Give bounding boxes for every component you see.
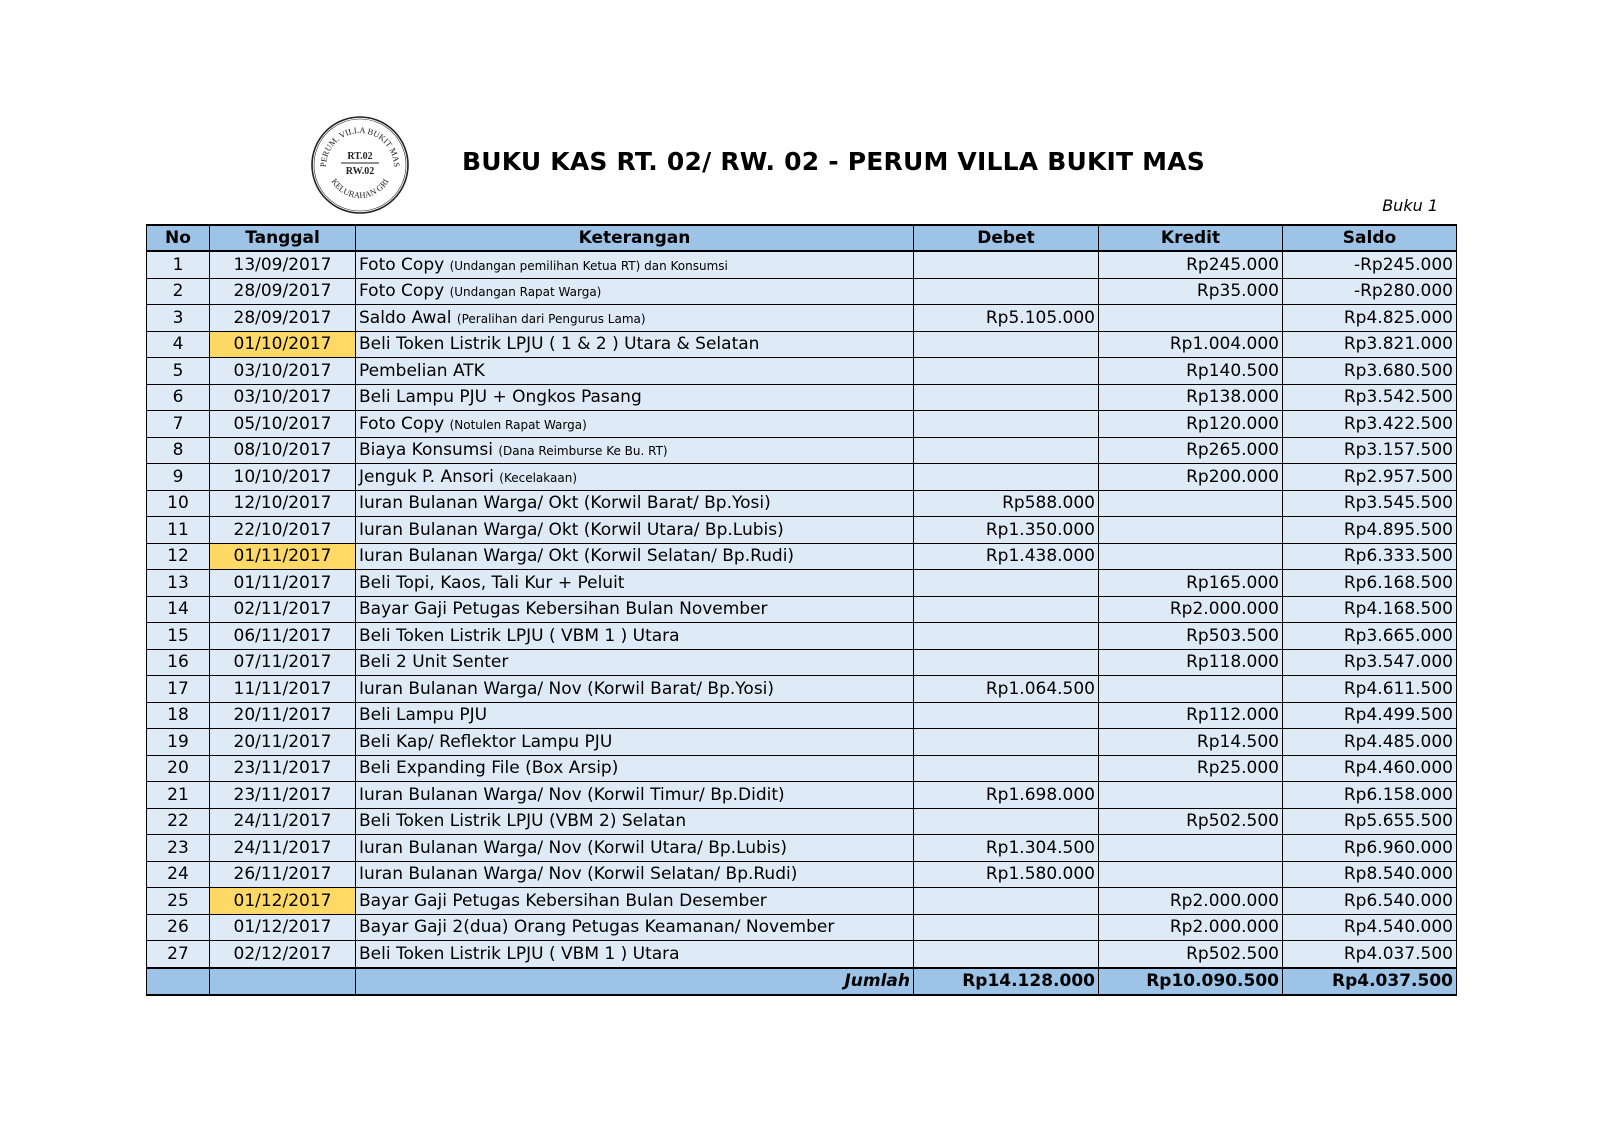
row-kredit: Rp35.000 bbox=[1099, 278, 1283, 305]
row-debet bbox=[914, 729, 1099, 756]
row-number: 13 bbox=[147, 570, 210, 597]
cash-ledger-table bbox=[146, 224, 1457, 996]
row-date: 01/11/2017 bbox=[210, 570, 356, 597]
row-description-text: Iuran Bulanan Warga/ Okt (Korwil Selatan/ Bp.Rudi) bbox=[359, 546, 795, 567]
row-kredit: Rp14.500 bbox=[1099, 729, 1283, 756]
row-saldo: Rp3.542.500 bbox=[1283, 384, 1457, 411]
row-kredit bbox=[1099, 782, 1283, 809]
table-row bbox=[147, 861, 1457, 888]
row-date: 01/12/2017 bbox=[210, 914, 356, 941]
row-date: 02/12/2017 bbox=[210, 941, 356, 968]
row-debet bbox=[914, 755, 1099, 782]
row-kredit bbox=[1099, 305, 1283, 332]
row-number: 27 bbox=[147, 941, 210, 968]
row-debet bbox=[914, 596, 1099, 623]
row-debet bbox=[914, 914, 1099, 941]
row-number: 19 bbox=[147, 729, 210, 756]
stamp-center-rw: RW.02 bbox=[345, 166, 375, 177]
row-date: 13/09/2017 bbox=[210, 251, 356, 278]
row-description-note: (Notulen Rapat Warga) bbox=[449, 417, 587, 432]
table-row bbox=[147, 331, 1457, 358]
row-date: 24/11/2017 bbox=[210, 808, 356, 835]
row-number: 20 bbox=[147, 755, 210, 782]
row-description bbox=[356, 517, 914, 544]
row-kredit: Rp503.500 bbox=[1099, 623, 1283, 650]
row-saldo: Rp3.680.500 bbox=[1283, 358, 1457, 385]
row-saldo: Rp3.545.500 bbox=[1283, 490, 1457, 517]
stamp-ring-bottom: KELURAHAN GRI bbox=[329, 176, 391, 201]
row-description bbox=[356, 331, 914, 358]
row-description-text: Saldo Awal bbox=[359, 307, 452, 328]
row-number: 8 bbox=[147, 437, 210, 464]
table-row bbox=[147, 702, 1457, 729]
row-description bbox=[356, 251, 914, 278]
row-number: 5 bbox=[147, 358, 210, 385]
row-saldo: Rp6.158.000 bbox=[1283, 782, 1457, 809]
row-saldo: Rp4.825.000 bbox=[1283, 305, 1457, 332]
row-kredit: Rp2.000.000 bbox=[1099, 914, 1283, 941]
row-kredit: Rp2.000.000 bbox=[1099, 888, 1283, 915]
table-header-row bbox=[147, 225, 1457, 251]
row-description bbox=[356, 782, 914, 809]
row-number: 6 bbox=[147, 384, 210, 411]
row-description bbox=[356, 411, 914, 438]
row-kredit: Rp2.000.000 bbox=[1099, 596, 1283, 623]
row-number: 23 bbox=[147, 835, 210, 862]
row-date: 01/11/2017 bbox=[210, 543, 356, 570]
row-kredit: Rp502.500 bbox=[1099, 941, 1283, 968]
row-saldo: Rp3.821.000 bbox=[1283, 331, 1457, 358]
row-description-note: (Kecelakaan) bbox=[499, 470, 578, 485]
row-number: 14 bbox=[147, 596, 210, 623]
row-date: 05/10/2017 bbox=[210, 411, 356, 438]
row-date: 20/11/2017 bbox=[210, 702, 356, 729]
row-number: 4 bbox=[147, 331, 210, 358]
row-description bbox=[356, 676, 914, 703]
row-description bbox=[356, 649, 914, 676]
table-row bbox=[147, 543, 1457, 570]
row-description bbox=[356, 888, 914, 915]
row-description-text: Iuran Bulanan Warga/ Okt (Korwil Barat/ Bp.Yosi) bbox=[359, 493, 771, 514]
row-description-text: Pembelian ATK bbox=[359, 360, 485, 381]
row-date: 11/11/2017 bbox=[210, 676, 356, 703]
row-saldo: Rp3.157.500 bbox=[1283, 437, 1457, 464]
row-date: 20/11/2017 bbox=[210, 729, 356, 756]
row-saldo: Rp4.037.500 bbox=[1283, 941, 1457, 968]
table-row bbox=[147, 888, 1457, 915]
row-saldo: Rp4.611.500 bbox=[1283, 676, 1457, 703]
row-description bbox=[356, 729, 914, 756]
row-number: 1 bbox=[147, 251, 210, 278]
row-number: 22 bbox=[147, 808, 210, 835]
row-description-text: Beli Topi, Kaos, Tali Kur + Peluit bbox=[359, 572, 625, 593]
table-row bbox=[147, 411, 1457, 438]
row-description-text: Iuran Bulanan Warga/ Nov (Korwil Barat/ Bp.Yosi) bbox=[359, 678, 775, 699]
row-date: 22/10/2017 bbox=[210, 517, 356, 544]
row-description bbox=[356, 623, 914, 650]
row-description bbox=[356, 384, 914, 411]
row-debet bbox=[914, 570, 1099, 597]
row-saldo: Rp4.460.000 bbox=[1283, 755, 1457, 782]
row-description bbox=[356, 808, 914, 835]
row-date: 23/11/2017 bbox=[210, 755, 356, 782]
row-description-text: Beli Token Listrik LPJU (VBM 2) Selatan bbox=[359, 811, 687, 832]
table-row bbox=[147, 596, 1457, 623]
row-debet bbox=[914, 278, 1099, 305]
row-saldo: Rp3.547.000 bbox=[1283, 649, 1457, 676]
row-description-text: Beli Expanding File (Box Arsip) bbox=[359, 758, 619, 779]
row-number: 2 bbox=[147, 278, 210, 305]
row-saldo: Rp3.665.000 bbox=[1283, 623, 1457, 650]
row-description-text: Foto Copy bbox=[359, 413, 445, 434]
row-description bbox=[356, 490, 914, 517]
row-description-text: Beli Kap/ Reflektor Lampu PJU bbox=[359, 731, 613, 752]
row-debet bbox=[914, 941, 1099, 968]
table-row bbox=[147, 782, 1457, 809]
col-header-no: No bbox=[147, 225, 210, 251]
table-row bbox=[147, 305, 1457, 332]
row-debet bbox=[914, 358, 1099, 385]
row-date: 02/11/2017 bbox=[210, 596, 356, 623]
row-number: 11 bbox=[147, 517, 210, 544]
ledger-body bbox=[147, 251, 1457, 968]
row-description bbox=[356, 358, 914, 385]
row-saldo: -Rp280.000 bbox=[1283, 278, 1457, 305]
row-debet bbox=[914, 808, 1099, 835]
row-description-text: Beli 2 Unit Senter bbox=[359, 652, 509, 673]
table-row bbox=[147, 914, 1457, 941]
row-kredit: Rp1.004.000 bbox=[1099, 331, 1283, 358]
row-saldo: Rp4.895.500 bbox=[1283, 517, 1457, 544]
row-kredit: Rp118.000 bbox=[1099, 649, 1283, 676]
row-debet bbox=[914, 251, 1099, 278]
table-row bbox=[147, 437, 1457, 464]
row-description bbox=[356, 570, 914, 597]
row-number: 10 bbox=[147, 490, 210, 517]
col-header-keterangan: Keterangan bbox=[356, 225, 914, 251]
row-description bbox=[356, 755, 914, 782]
row-date: 08/10/2017 bbox=[210, 437, 356, 464]
table-row bbox=[147, 384, 1457, 411]
row-date: 07/11/2017 bbox=[210, 649, 356, 676]
col-header-tanggal: Tanggal bbox=[210, 225, 356, 251]
row-kredit: Rp140.500 bbox=[1099, 358, 1283, 385]
row-debet: Rp1.438.000 bbox=[914, 543, 1099, 570]
row-description bbox=[356, 914, 914, 941]
row-description-text: Iuran Bulanan Warga/ Nov (Korwil Utara/ Bp.Lubis) bbox=[359, 837, 788, 858]
row-saldo: Rp8.540.000 bbox=[1283, 861, 1457, 888]
row-date: 23/11/2017 bbox=[210, 782, 356, 809]
row-description-text: Jenguk P. Ansori bbox=[359, 466, 494, 487]
row-date: 28/09/2017 bbox=[210, 305, 356, 332]
row-date: 01/12/2017 bbox=[210, 888, 356, 915]
row-saldo: Rp6.168.500 bbox=[1283, 570, 1457, 597]
row-number: 24 bbox=[147, 861, 210, 888]
row-number: 12 bbox=[147, 543, 210, 570]
row-description-text: Beli Lampu PJU + Ongkos Pasang bbox=[359, 387, 642, 408]
table-row bbox=[147, 649, 1457, 676]
row-date: 06/11/2017 bbox=[210, 623, 356, 650]
row-description bbox=[356, 835, 914, 862]
row-kredit: Rp165.000 bbox=[1099, 570, 1283, 597]
row-saldo: Rp6.333.500 bbox=[1283, 543, 1457, 570]
row-number: 3 bbox=[147, 305, 210, 332]
row-saldo: Rp2.957.500 bbox=[1283, 464, 1457, 491]
table-row bbox=[147, 251, 1457, 278]
row-description-text: Foto Copy bbox=[359, 281, 445, 302]
row-kredit: Rp112.000 bbox=[1099, 702, 1283, 729]
row-debet: Rp1.064.500 bbox=[914, 676, 1099, 703]
row-saldo: Rp6.960.000 bbox=[1283, 835, 1457, 862]
total-label: Jumlah bbox=[356, 968, 914, 996]
row-kredit: Rp25.000 bbox=[1099, 755, 1283, 782]
row-kredit bbox=[1099, 543, 1283, 570]
row-kredit bbox=[1099, 676, 1283, 703]
row-debet bbox=[914, 623, 1099, 650]
row-debet bbox=[914, 702, 1099, 729]
row-number: 16 bbox=[147, 649, 210, 676]
rt-rw-stamp bbox=[310, 115, 410, 215]
row-number: 18 bbox=[147, 702, 210, 729]
stamp-center-rt: RT.02 bbox=[347, 151, 373, 162]
row-description bbox=[356, 464, 914, 491]
table-row bbox=[147, 729, 1457, 756]
row-date: 03/10/2017 bbox=[210, 358, 356, 385]
row-description-text: Bayar Gaji Petugas Kebersihan Bulan November bbox=[359, 599, 768, 620]
row-number: 15 bbox=[147, 623, 210, 650]
row-description-note: (Peralihan dari Pengurus Lama) bbox=[456, 311, 646, 326]
row-description-text: Beli Token Listrik LPJU ( VBM 1 ) Utara bbox=[359, 625, 680, 646]
row-saldo: Rp4.168.500 bbox=[1283, 596, 1457, 623]
row-debet: Rp1.580.000 bbox=[914, 861, 1099, 888]
row-description bbox=[356, 437, 914, 464]
row-kredit bbox=[1099, 861, 1283, 888]
row-date: 26/11/2017 bbox=[210, 861, 356, 888]
row-kredit: Rp502.500 bbox=[1099, 808, 1283, 835]
row-description-text: Bayar Gaji 2(dua) Orang Petugas Keamanan/ November bbox=[359, 917, 835, 938]
total-empty-no bbox=[147, 968, 210, 996]
page-title: BUKU KAS RT. 02/ RW. 02 - PERUM VILLA BUKIT MAS bbox=[462, 147, 1206, 176]
row-debet bbox=[914, 331, 1099, 358]
table-row bbox=[147, 755, 1457, 782]
stamp-ring-top: PERUM. VILLA BUKIT MAS bbox=[317, 124, 403, 168]
row-kredit: Rp265.000 bbox=[1099, 437, 1283, 464]
row-saldo: Rp4.485.000 bbox=[1283, 729, 1457, 756]
row-saldo: -Rp245.000 bbox=[1283, 251, 1457, 278]
row-description-text: Foto Copy bbox=[359, 254, 445, 275]
row-description-note: (Dana Reimburse Ke Bu. RT) bbox=[498, 444, 668, 459]
row-description bbox=[356, 278, 914, 305]
row-debet bbox=[914, 464, 1099, 491]
row-description bbox=[356, 596, 914, 623]
row-debet: Rp1.698.000 bbox=[914, 782, 1099, 809]
row-date: 03/10/2017 bbox=[210, 384, 356, 411]
table-row bbox=[147, 676, 1457, 703]
table-row bbox=[147, 464, 1457, 491]
row-saldo: Rp6.540.000 bbox=[1283, 888, 1457, 915]
row-debet: Rp1.350.000 bbox=[914, 517, 1099, 544]
row-number: 21 bbox=[147, 782, 210, 809]
row-kredit bbox=[1099, 517, 1283, 544]
row-description-text: Beli Token Listrik LPJU ( 1 & 2 ) Utara & Selatan bbox=[359, 334, 760, 355]
row-number: 7 bbox=[147, 411, 210, 438]
table-row bbox=[147, 517, 1457, 544]
row-date: 24/11/2017 bbox=[210, 835, 356, 862]
row-debet: Rp588.000 bbox=[914, 490, 1099, 517]
col-header-saldo: Saldo bbox=[1283, 225, 1457, 251]
row-debet bbox=[914, 411, 1099, 438]
row-saldo: Rp4.540.000 bbox=[1283, 914, 1457, 941]
row-number: 25 bbox=[147, 888, 210, 915]
row-kredit: Rp120.000 bbox=[1099, 411, 1283, 438]
book-number: Buku 1 bbox=[1382, 196, 1438, 215]
total-debet: Rp14.128.000 bbox=[914, 968, 1099, 996]
row-description bbox=[356, 941, 914, 968]
row-description bbox=[356, 861, 914, 888]
row-kredit bbox=[1099, 490, 1283, 517]
row-kredit: Rp138.000 bbox=[1099, 384, 1283, 411]
row-description-text: Beli Token Listrik LPJU ( VBM 1 ) Utara bbox=[359, 943, 680, 964]
row-description-note: (Undangan Rapat Warga) bbox=[449, 285, 602, 300]
table-row bbox=[147, 570, 1457, 597]
row-number: 26 bbox=[147, 914, 210, 941]
row-description-text: Biaya Konsumsi bbox=[359, 440, 493, 461]
row-description-text: Iuran Bulanan Warga/ Nov (Korwil Timur/ Bp.Didit) bbox=[359, 784, 785, 805]
row-kredit: Rp200.000 bbox=[1099, 464, 1283, 491]
row-description-note: (Undangan pemilihan Ketua RT) dan Konsumsi bbox=[449, 258, 728, 273]
table-row bbox=[147, 623, 1457, 650]
col-header-kredit: Kredit bbox=[1099, 225, 1283, 251]
row-saldo: Rp4.499.500 bbox=[1283, 702, 1457, 729]
total-row bbox=[147, 968, 1457, 996]
row-saldo: Rp5.655.500 bbox=[1283, 808, 1457, 835]
row-debet: Rp5.105.000 bbox=[914, 305, 1099, 332]
row-date: 10/10/2017 bbox=[210, 464, 356, 491]
row-kredit: Rp245.000 bbox=[1099, 251, 1283, 278]
table-row bbox=[147, 490, 1457, 517]
row-description-text: Beli Lampu PJU bbox=[359, 705, 488, 726]
table-row bbox=[147, 808, 1457, 835]
table-row bbox=[147, 835, 1457, 862]
total-kredit: Rp10.090.500 bbox=[1099, 968, 1283, 996]
row-debet bbox=[914, 437, 1099, 464]
row-debet bbox=[914, 649, 1099, 676]
row-description-text: Iuran Bulanan Warga/ Nov (Korwil Selatan/ Bp.Rudi) bbox=[359, 864, 798, 885]
row-date: 01/10/2017 bbox=[210, 331, 356, 358]
row-date: 28/09/2017 bbox=[210, 278, 356, 305]
col-header-debet: Debet bbox=[914, 225, 1099, 251]
row-debet bbox=[914, 888, 1099, 915]
total-saldo: Rp4.037.500 bbox=[1283, 968, 1457, 996]
table-row bbox=[147, 278, 1457, 305]
row-debet bbox=[914, 384, 1099, 411]
row-number: 9 bbox=[147, 464, 210, 491]
row-debet: Rp1.304.500 bbox=[914, 835, 1099, 862]
row-date: 12/10/2017 bbox=[210, 490, 356, 517]
row-description bbox=[356, 305, 914, 332]
row-kredit bbox=[1099, 835, 1283, 862]
table-row bbox=[147, 941, 1457, 968]
row-saldo: Rp3.422.500 bbox=[1283, 411, 1457, 438]
row-description bbox=[356, 702, 914, 729]
row-number: 17 bbox=[147, 676, 210, 703]
row-description-text: Bayar Gaji Petugas Kebersihan Bulan Desember bbox=[359, 890, 767, 911]
row-description-text: Iuran Bulanan Warga/ Okt (Korwil Utara/ Bp.Lubis) bbox=[359, 519, 784, 540]
table-row bbox=[147, 358, 1457, 385]
total-empty-date bbox=[210, 968, 356, 996]
row-description bbox=[356, 543, 914, 570]
